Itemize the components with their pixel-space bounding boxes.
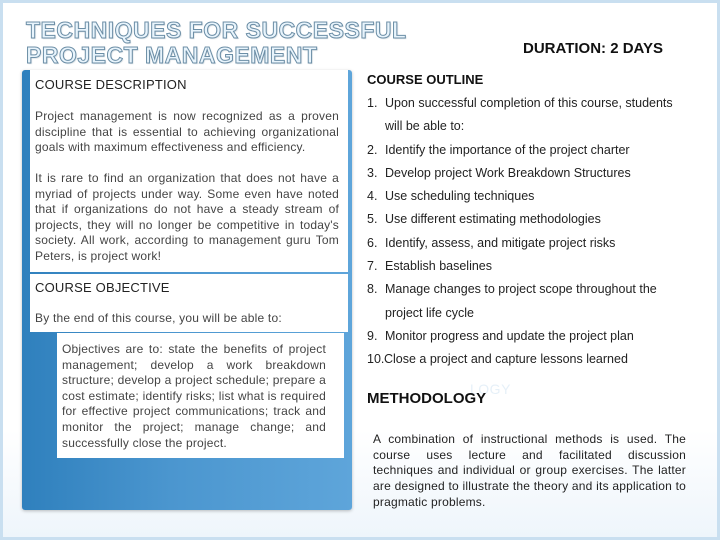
outline-item-number: 2. [367,142,378,157]
methodology-text: A combination of instructional methods is used. The course uses lecture and facilitated discussion techniques and individual or group exercises. The latter are designed to illustrate the theory and its application to pragmatic problems. [373,432,686,509]
course-outline-heading: COURSE OUTLINE [367,72,484,87]
objective-intro: By the end of this course, you will be able to: [35,311,282,325]
outline-item-number: 1. [367,96,378,110]
outline-item [367,348,692,371]
outline-item [367,255,692,278]
outline-item-text: Develop project Work Breakdown Structures [385,165,631,180]
outline-item-number: 4. [367,189,378,204]
outline-item [367,208,692,231]
outline-item-number: 3. [367,165,378,180]
outline-item [367,232,692,255]
slide-title-line-2: PROJECT MANAGEMENT [26,42,318,68]
outline-item-text: Identify the importance of the project charter [385,142,630,157]
outline-item [367,278,692,325]
outline-item [367,325,692,348]
outline-item-number: 8. [367,282,378,297]
outline-item-text: Close a project and capture lessons learned [384,352,628,367]
outline-item-number: 9. [367,328,378,343]
outline-item [367,162,692,185]
outline-item-text: Upon successful completion of this course, students will be able to: [385,96,673,134]
slide-title-line-1: TECHNIQUES FOR SUCCESSFUL [26,17,407,43]
outline-item [367,185,692,208]
objective-details: Objectives are to: state the benefits of project management; develop a work breakdown structure; develop a project schedule; prepare a cost estimate; identify risks; list what is required for effective project communications; track and monitor the project; manage change; and successfully close the project. [62,342,326,450]
outline-item-text: Use scheduling techniques [385,189,535,204]
course-objective-heading: COURSE OBJECTIVE [35,280,170,295]
description-paragraph-2: It is rare to find an organization that does not have a myriad of projects under way. Some even have noted that if organizations do not have a steady stream of projects, they will no longer be competitive in today's society. All work, according to management guru Tom Peters, is project work! [35,171,339,263]
outline-item [367,92,692,139]
outline-item-text: Monitor progress and update the project plan [385,328,634,343]
outline-item-number: 5. [367,212,378,227]
course-duration: DURATION: 2 DAYS [523,40,664,57]
description-paragraph-1: Project management is now recognized as a proven discipline that is essential to achieving organizational goals with maximum effectiveness and efficiency. [35,109,339,155]
outline-item-number: 10. [367,352,385,367]
course-outline-list [367,92,692,372]
outline-item-number: 6. [367,235,378,250]
outline-item [367,139,692,162]
methodology-heading: METHODOLOGY [367,390,487,407]
outline-item-text: Manage changes to project scope throughout the project life cycle [385,282,657,320]
outline-item-text: Establish baselines [385,259,493,274]
outline-item-number: 7. [367,259,378,274]
slide-title [26,18,426,68]
outline-item-text: Identify, assess, and mitigate project risks [385,235,616,250]
course-description-heading: COURSE DESCRIPTION [35,77,187,92]
methodology-ghost-text: LOGY [470,381,511,397]
outline-item-text: Use different estimating methodologies [385,212,601,227]
